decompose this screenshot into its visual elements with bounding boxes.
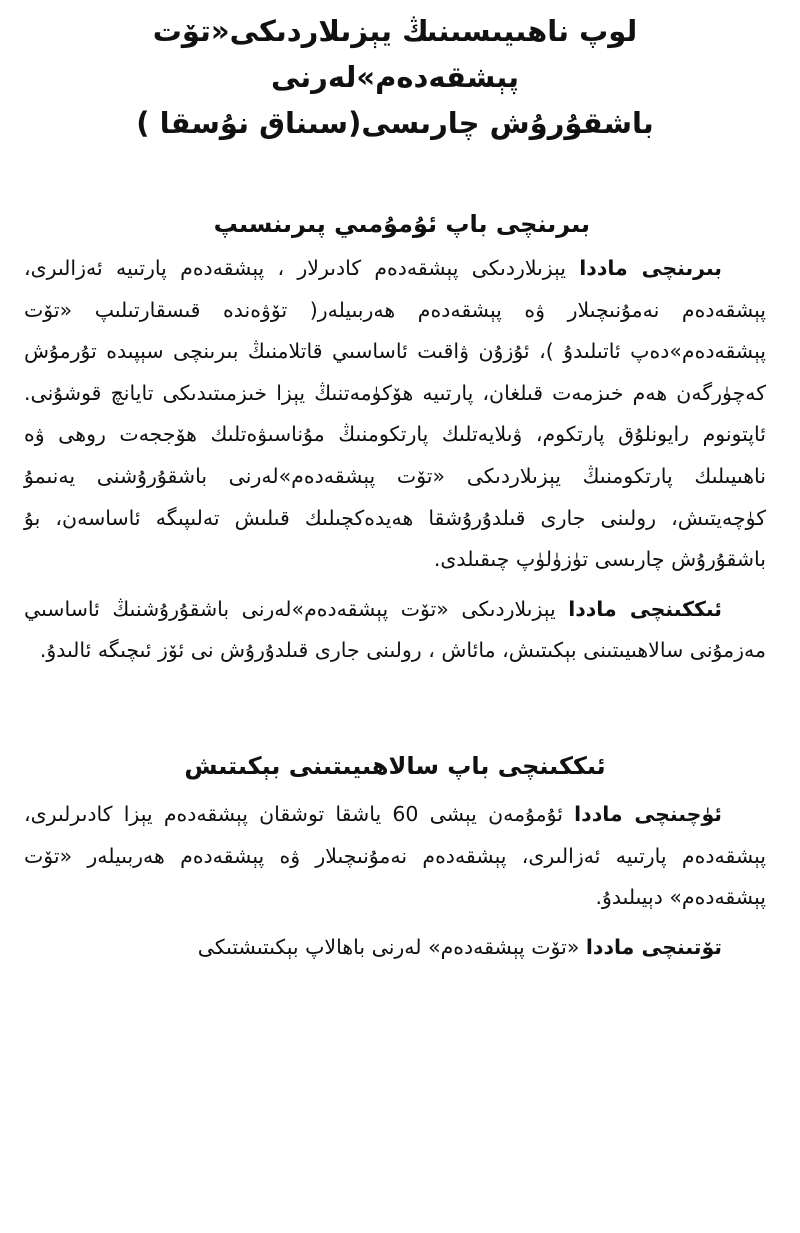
chapter-2: [24, 746, 766, 968]
chapter-heading: بىرىنچى باپ ئۇمۇمىي پىرىنسىپ: [213, 210, 590, 238]
title-line-2: باشقۇرۇش چارىسى(سىناق نۇسقا ): [136, 106, 654, 140]
chapter-heading: ئىككىنچى باپ سالاھىيىتىنى بېكىتىش: [184, 751, 606, 780]
document-title: [24, 8, 766, 146]
article-number: ئۈچىنچى ماددا: [574, 801, 722, 826]
article-3: [24, 794, 766, 919]
article-2: [24, 589, 766, 672]
article-text: يېزىلاردىكى «تۆت پېشقەدەم»لەرنى باشقۇرۇشنىڭ ئاساسىي مەزمۇنى سالاھىيىتىنى بېكىتىش، مائاش ، رولىنى جارى قىلدۇرۇش نى ئۆز ئىچىگە ئالىدۇ.: [24, 596, 766, 663]
article-text: «تۆت پېشقەدەم» لەرنى باھالاپ بېكىتىشتىكى: [197, 934, 580, 959]
article-4: [24, 927, 766, 969]
article-1: [24, 248, 766, 581]
article-text: ئۇمۇمەن يېشى 60 ياشقا توشقان پېشقەدەم يېزا كادىرلىرى، پېشقەدەم پارتىيە ئەزالىرى، پېشقەدەم نەمۇنىچىلار ۋە پېشقەدەم ھەربىيلەر «تۆت پېشقەدەم» دېيىلىدۇ.: [24, 801, 766, 910]
article-text: يېزىلاردىكى پېشقەدەم كادىرلار ، پېشقەدەم پارتىيە ئەزالىرى، پېشقەدەم نەمۇنىچىلار ۋە پېشقەدەم ھەربىيلەر( تۆۋەندە قىسقارتىلىپ «تۆت پېشقەدەم»دەپ ئاتىلىدۇ )، ئۇزۇن ۋاقىت ئاساسىي قاتلامنىڭ بىرىنچى سېپىدە تۇرمۇش كەچۈرگەن ھەم خىزمەت قىلغان، پارتىيە ھۆكۈمەتنىڭ يېزا خىزمىتىدىكى تايانچ قوشۇنى. ئاپتونوم رايونلۇق پارتكوم، ۋىلايەتلىك پارتكومنىڭ مۇناسىۋەتلىك ھۆججەت روھى ۋە ناھىيىلىك پارتكومنىڭ يېزىلاردىكى «تۆت پېشقەدەم»لەرنى باشقۇرۇشنى يەنىمۇ كۈچەيتىش، رولىنى جارى قىلدۇرۇشقا ھەيدەكچىلىك قىلىش تەلىپىگە ئاساسەن، بۇ باشقۇرۇش چارىسى تۈزۈلۈپ چىقىلدى.: [24, 256, 766, 572]
title-line-1: لوپ ناھىيىسىنىڭ يېزىلاردىكى«تۆت پېشقەدەم»لەرنى: [152, 14, 638, 94]
chapter-1: [24, 204, 766, 672]
article-number: ئىككىنچى ماددا: [568, 596, 722, 621]
article-number: بىرىنچى ماددا: [579, 256, 722, 280]
article-number: تۆتىنچى ماددا: [585, 934, 722, 959]
